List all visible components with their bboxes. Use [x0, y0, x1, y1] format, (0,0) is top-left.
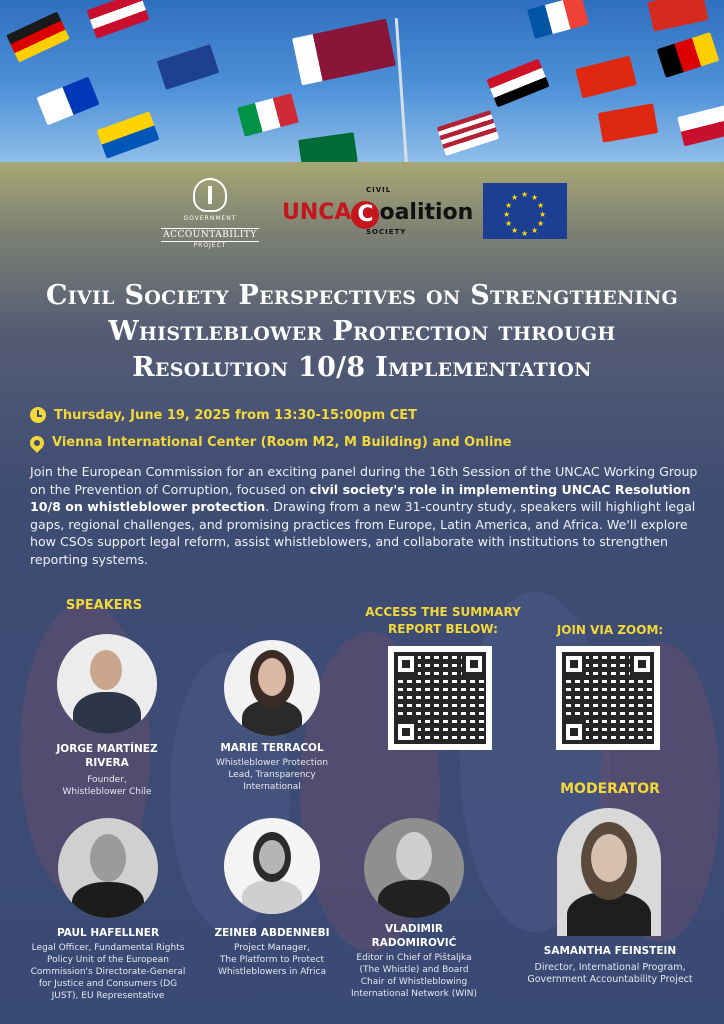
- gap-emblem-icon: [193, 178, 227, 212]
- event-description: [30, 463, 700, 568]
- flag: [36, 77, 99, 126]
- zoom-qr-code[interactable]: [556, 646, 660, 750]
- logo-text: UNCA: [282, 200, 352, 225]
- speaker-role: [22, 942, 194, 1002]
- role-line: Director, International Program,: [534, 962, 686, 973]
- title-line: Whistleblower Protection through: [108, 316, 616, 347]
- speaker-photo-paul: [58, 818, 158, 918]
- description-highlight: civil society's role in implementing UNCAC Resolution 10/8 on whistleblower protection: [30, 481, 691, 514]
- photo-figure: [259, 840, 285, 874]
- speaker-name: [348, 922, 480, 950]
- photo-figure: [396, 832, 432, 880]
- qatar-flag: [292, 19, 396, 86]
- role-line: The Platform to Protect: [219, 955, 325, 965]
- moderator-name: SAMANTHA FEINSTEIN: [543, 945, 677, 957]
- role-line: Lead, Transparency: [228, 770, 316, 780]
- speaker-photo-marie: [224, 640, 320, 736]
- moderator-photo: [557, 808, 661, 936]
- heading-line: ACCESS THE SUMMARY: [365, 605, 521, 619]
- photo-figure: [258, 658, 286, 696]
- speaker-role: [196, 757, 348, 793]
- event-location: [30, 435, 511, 450]
- speaker-photo-zeineb: [224, 818, 320, 914]
- location-pin-icon: [27, 433, 47, 453]
- flag: [575, 56, 637, 99]
- role-line: Chair of Whistleblowing: [360, 977, 468, 987]
- moderator-heading: MODERATOR: [560, 781, 660, 797]
- china-flag: [598, 103, 658, 142]
- logo-c-circle: C: [351, 201, 379, 229]
- role-line: Editor in Chief of Pištaljka: [356, 953, 472, 963]
- photo-figure: [591, 834, 627, 882]
- logo-wordmark: [282, 200, 473, 229]
- role-line: Policy Unit of the European: [47, 955, 169, 965]
- flag: [298, 132, 358, 162]
- uk-flag: [157, 44, 220, 90]
- heading-line: REPORT BELOW:: [388, 622, 498, 636]
- logo-text: PROJECT: [193, 242, 227, 249]
- name-line: RADOMIROVIĆ: [371, 937, 457, 949]
- role-line: Founder,: [87, 775, 127, 785]
- name-line: VLADIMIR: [384, 923, 443, 935]
- role-line: Whistleblowers in Africa: [218, 967, 326, 977]
- qr-pattern: [394, 652, 486, 744]
- speaker-role: [40, 774, 174, 798]
- logo-text: GOVERNMENT: [183, 215, 237, 222]
- qr-finder: [562, 720, 586, 744]
- flagpole: [395, 18, 408, 162]
- partner-logos: [0, 178, 724, 248]
- france-flag: [527, 0, 589, 39]
- role-line: Whistleblower Protection: [215, 758, 329, 768]
- role-line: Government Accountability Project: [527, 974, 693, 985]
- flags-banner-image: [0, 0, 724, 162]
- flag: [647, 0, 708, 31]
- speaker-name: [40, 742, 174, 770]
- flag: [87, 0, 150, 39]
- role-line: (The Whistle) and Board: [359, 965, 469, 975]
- datetime-text: Thursday, June 19, 2025 from 13:30-15:00pm CET: [54, 407, 417, 423]
- event-title: [20, 278, 704, 386]
- name-line: RIVERA: [85, 757, 129, 769]
- logo-text: ACCOUNTABILITY: [163, 230, 257, 240]
- qr-finder: [394, 720, 418, 744]
- speaker-photo-jorge: [57, 634, 157, 734]
- logo-text: CIVIL: [366, 186, 392, 194]
- role-line: International Network (WIN): [350, 989, 478, 999]
- speaker-name: PAUL HAFELLNER: [56, 927, 160, 939]
- uncac-coalition-logo: [282, 186, 474, 242]
- eu-flag-icon: ★ ★ ★ ★ ★ ★ ★ ★ ★ ★ ★ ★: [483, 183, 567, 239]
- flag: [677, 104, 724, 147]
- title-line: Resolution 10/8 Implementation: [132, 352, 592, 383]
- role-line: for Justice and Consumers (DG: [38, 979, 178, 989]
- description-text: . Drawing from a new 31-country study, speakers will highlight legal gaps, regional challenges, and promising practices from Europe, Latin America, and Africa. We'll explore how CSOs support legal reform, assist whistleblowers, and collaborate with institutions to strengthen reporting systems.: [30, 499, 696, 567]
- flag: [97, 111, 160, 158]
- location-text: Vienna International Center (Room M2, M Building) and Online: [52, 435, 512, 450]
- qr-finder: [562, 652, 586, 676]
- role-line: Project Manager,: [234, 943, 310, 953]
- speaker-name: ZEINEB ABDENNEBI: [214, 927, 330, 939]
- role-line: International: [243, 782, 301, 792]
- zoom-heading: JOIN VIA ZOOM:: [556, 623, 664, 637]
- speaker-role: [344, 952, 484, 1000]
- description-text: Join the European Commission for an exciting panel during the 16th Session of the UNCAC Working Group on the Prevention of Corruption, focused on: [30, 464, 698, 497]
- speaker-photo-vladimir: [364, 818, 464, 918]
- qr-pattern: [562, 652, 654, 744]
- photo-figure: [72, 882, 144, 918]
- photo-figure: [242, 880, 302, 914]
- photo-figure: [90, 650, 122, 690]
- qr-finder: [394, 652, 418, 676]
- role-line: Legal Officer, Fundamental Rights: [31, 943, 185, 953]
- logo-text: oalition: [379, 200, 474, 225]
- speaker-name: MARIE TERRACOL: [220, 742, 324, 754]
- role-line: JUST), EU Representative: [51, 991, 165, 1001]
- summary-report-heading: [350, 604, 536, 638]
- photo-figure: [73, 692, 141, 734]
- speaker-role: [196, 942, 348, 978]
- photo-figure: [90, 834, 126, 882]
- qr-finder: [630, 652, 654, 676]
- event-datetime: [30, 407, 417, 423]
- role-line: Whistleblower Chile: [62, 787, 152, 797]
- moderator-role: [510, 962, 710, 986]
- flag: [6, 12, 69, 63]
- summary-report-qr-code[interactable]: [388, 646, 492, 750]
- speakers-heading: SPEAKERS: [65, 598, 143, 613]
- title-line: Civil Society Perspectives on Strengthening: [45, 280, 679, 311]
- flag: [237, 93, 299, 136]
- logo-text: SOCIETY: [366, 228, 407, 236]
- name-line: JORGE MARTÍNEZ: [56, 743, 158, 755]
- clock-icon: [30, 407, 46, 423]
- photo-figure: [378, 880, 450, 918]
- qr-finder: [462, 652, 486, 676]
- role-line: Commission's Directorate-General: [30, 967, 186, 977]
- flag: [486, 59, 549, 108]
- government-accountability-project-logo: [160, 178, 260, 248]
- flag: [657, 32, 720, 78]
- usa-flag: [437, 110, 500, 156]
